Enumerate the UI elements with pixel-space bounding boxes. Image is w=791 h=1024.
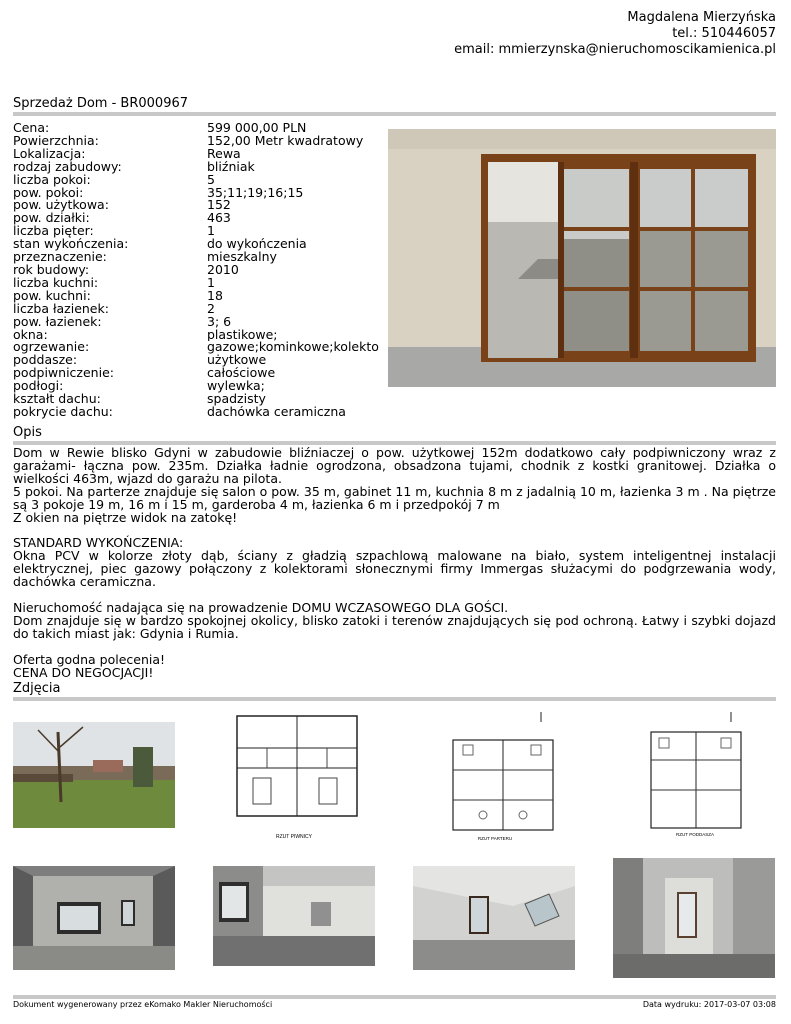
property-details [13, 122, 388, 419]
property-value: plastikowe; [207, 328, 278, 342]
property-label: kształt dachu: [13, 391, 101, 407]
property-label: liczba kuchni: [13, 274, 99, 290]
description-paragraph: Dom w Rewie blisko Gdyni w zabudowie bliźniaczej o pow. użytkowej 152m dodatkowo cały podpiwniczony wraz z garażami- łączna pow. 235m. Działka ładnie ogrodzona, obsadzona tujami, chodnik z kostki granitowej. Działka o wielkości 463m, wjazd do garażu na pilota. [13, 445, 776, 486]
agent-email: email: mmierzynska@nieruchomoscikamienica.pl [454, 42, 776, 57]
property-value: 152 [207, 199, 231, 213]
property-label: rok budowy: [13, 261, 90, 277]
property-label: podłogi: [13, 378, 64, 394]
photo-interior-3 [413, 866, 575, 970]
photo-interior-2 [213, 866, 375, 966]
photo-interior-1 [13, 866, 175, 970]
agent-name: Magdalena Mierzyńska [627, 10, 776, 25]
property-value: 1 [207, 276, 215, 290]
plan-label: RZUT PODDASZA [676, 832, 714, 837]
footer-left: Dokument wygenerowany przez eKomako Makler Nieruchomości [13, 1000, 273, 1009]
property-label: rodzaj zabudowy: [13, 158, 122, 174]
property-value: mieszkalny [207, 251, 277, 264]
property-label: Cena: [13, 120, 50, 135]
property-value: bliźniak [207, 160, 255, 174]
photos-divider [13, 697, 776, 701]
plan-label: RZUT PIWNICY [275, 834, 313, 840]
property-label: poddasze: [13, 352, 78, 368]
property-value: dachówka ceramiczna [207, 405, 346, 419]
property-value: 3; 6 [207, 315, 232, 329]
footer-divider [13, 995, 776, 999]
main-photo [388, 129, 776, 387]
description-paragraph: STANDARD WYKOŃCZENIA: [13, 535, 184, 551]
property-label: okna: [13, 326, 48, 342]
photo-interior-4 [613, 858, 775, 978]
property-value: 2 [207, 302, 215, 316]
property-value: użytkowe [207, 354, 267, 368]
property-value: gazowe;kominkowe;kolekto [207, 341, 379, 355]
photo-garden [13, 722, 175, 828]
property-label: Lokalizacja: [13, 145, 86, 161]
property-value: wylewka; [207, 380, 265, 394]
property-label: stan wykończenia: [13, 236, 129, 252]
property-row [13, 367, 388, 380]
description-paragraph: Nieruchomość nadająca się na prowadzenie DOMU WCZASOWEGO DLA GOŚCI. [13, 600, 509, 616]
property-label: Powierzchnia: [13, 132, 99, 148]
floorplan-groundfloor [413, 710, 575, 845]
property-label: przeznaczenie: [13, 249, 107, 265]
property-value: 599 000,00 PLN [207, 122, 307, 135]
property-value: Rewa [207, 147, 241, 161]
floorplan-basement [213, 710, 375, 845]
property-label: liczba łazienek: [13, 300, 109, 316]
property-row [13, 403, 388, 419]
description-text [13, 447, 776, 680]
agent-phone: tel.: 510446057 [672, 26, 776, 41]
floorplan-attic [613, 710, 775, 845]
description-paragraph: Dom znajduje się w bardzo spokojnej okolicy, blisko zatoki i terenów znajdujących się pod ochroną. Łatwy i szybki dojazd do takich miast jak: Gdynia i Rumia. [13, 612, 776, 641]
property-label: pokrycie dachu: [13, 403, 113, 419]
property-label: pow. łazienek: [13, 313, 102, 329]
property-label: liczba pięter: [13, 223, 94, 239]
property-value: 5 [207, 173, 215, 187]
property-label: pow. użytkowa: [13, 197, 109, 213]
description-paragraph: Z okien na piętrze widok na zatokę! [13, 509, 238, 525]
description-paragraph: 5 pokoi. Na parterze znajduje się salon o pow. 35 m, gabinet 11 m, kuchnia 8 m z jadalnią 10 m, łazienka 3 m . Na piętrze są 3 pokoje 19 m, 16 m i 15 m, garderoba 4 m, łazienka 6 m i przedpokój 7 m [13, 483, 776, 512]
property-label: pow. działki: [13, 210, 90, 226]
property-label: podpiwniczenie: [13, 365, 114, 381]
listing-title: Sprzedaż Dom - BR000967 [13, 96, 189, 111]
description-paragraph: Okna PCV w kolorze złoty dąb, ściany z gładzią szpachlową malowane na biało, system inteligentnej instalacji elektrycznej, piec gazowy połączony z kolektorami słonecznymi firmy Immergas służacymi do podgrzewania wody, dachówka ceramiczna. [13, 548, 776, 590]
property-value: 35;11;19;16;15 [207, 186, 304, 200]
property-row [13, 313, 388, 329]
property-label: pow. pokoi: [13, 184, 84, 200]
title-divider [13, 112, 776, 116]
property-value: 152,00 Metr kwadratowy [207, 134, 364, 148]
photos-heading: Zdjęcia [13, 681, 61, 696]
property-label: pow. kuchni: [13, 287, 91, 303]
property-label: ogrzewanie: [13, 339, 90, 355]
property-value: 2010 [207, 263, 239, 277]
agent-contact [454, 10, 776, 58]
property-value: do wykończenia [207, 238, 307, 252]
property-value: całościowe [207, 367, 276, 381]
footer-right: Data wydruku: 2017-03-07 03:08 [642, 1000, 776, 1009]
description-paragraph: CENA DO NEGOCJACJI! [13, 664, 154, 680]
property-value: 1 [207, 225, 215, 239]
property-label: liczba pokoi: [13, 171, 91, 187]
description-paragraph: Oferta godna polecenia! [13, 651, 166, 667]
property-value: 18 [207, 289, 223, 303]
plan-label: RZUT PARTERU [477, 836, 513, 841]
property-value: spadzisty [207, 393, 266, 406]
description-heading: Opis [13, 425, 42, 440]
property-value: 463 [207, 212, 231, 226]
